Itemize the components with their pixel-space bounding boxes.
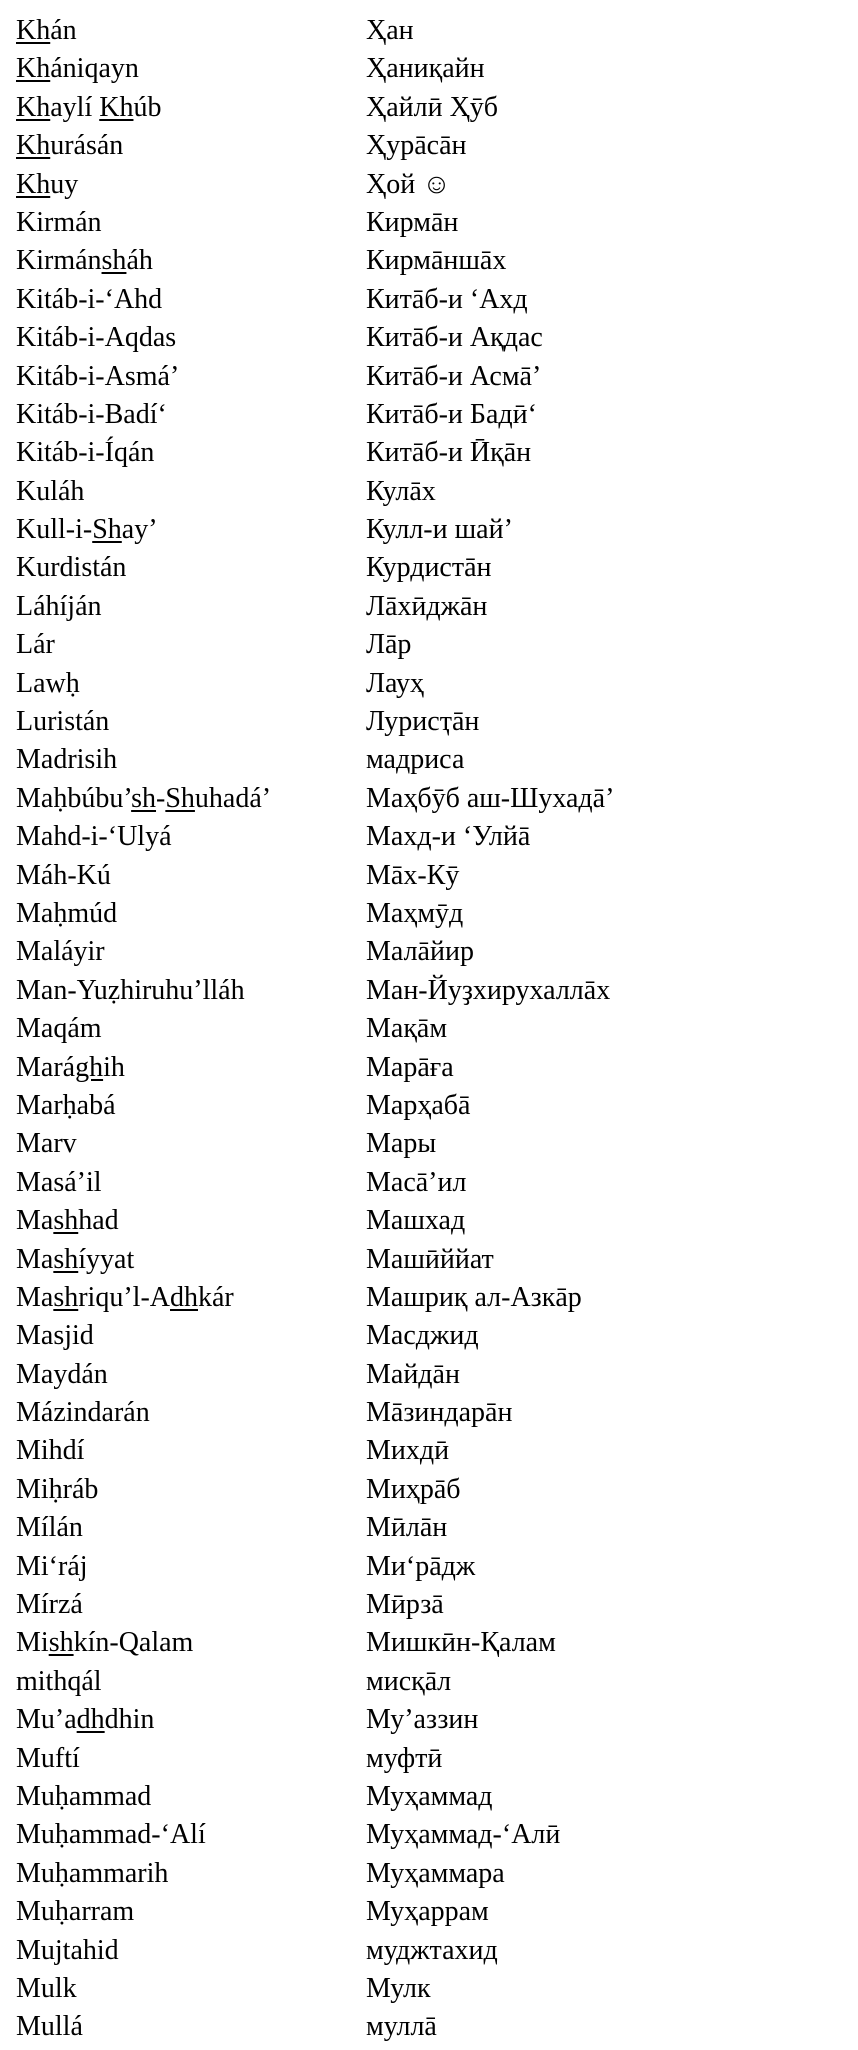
cyrillic-term: Кулл-и шай’ <box>366 514 513 546</box>
latin-term: Kull-i-Shay’ <box>16 514 158 546</box>
glossary-row <box>16 1471 836 1509</box>
latin-term: Man-Yuẓhiruhu’lláh <box>16 974 245 1006</box>
cyrillic-term: Маҳмӯд <box>366 897 464 929</box>
latin-term: Mi‘ráj <box>16 1550 88 1582</box>
latin-term: Kuláh <box>16 475 85 507</box>
glossary-row <box>16 358 836 396</box>
cyrillic-term: Китāб-и ‘Ахд <box>366 283 528 315</box>
glossary-row <box>16 166 836 204</box>
glossary-row <box>16 396 836 434</box>
cyrillic-term: Машриқ ал-Азкāр <box>366 1281 582 1313</box>
latin-term: Khurásán <box>16 130 124 162</box>
glossary-row <box>16 1279 836 1317</box>
latin-term: Mashriqu’l-Adhkár <box>16 1281 234 1313</box>
glossary-row <box>16 1816 836 1854</box>
cyrillic-term: Малāйир <box>366 936 474 968</box>
latin-term: Muftí <box>16 1742 80 1774</box>
latin-term: Láhíján <box>16 590 102 622</box>
glossary-row <box>16 511 836 549</box>
glossary-row <box>16 1432 836 1470</box>
latin-term: Marḥabá <box>16 1089 116 1121</box>
glossary-row <box>16 1125 836 1163</box>
cyrillic-term: Китāб-и Асмā’ <box>366 360 542 392</box>
cyrillic-term: Кирмāн <box>366 206 459 238</box>
glossary-row <box>16 1164 836 1202</box>
glossary-row <box>16 1241 836 1279</box>
latin-term: Mashíyyat <box>16 1243 135 1275</box>
latin-term: Mishkín-Qalam <box>16 1627 194 1659</box>
cyrillic-term: Ҳурāсāн <box>366 130 467 162</box>
latin-term: Maláyir <box>16 936 105 968</box>
latin-term: Kitáb-i-Íqán <box>16 437 155 469</box>
glossary-row <box>16 1893 836 1931</box>
cyrillic-term: Китāб-и Ақдас <box>366 322 543 354</box>
glossary-row <box>16 549 836 587</box>
latin-term: Kitáb-i-Aqdas <box>16 322 177 354</box>
latin-term: Muḥammad-‘Alí <box>16 1819 206 1851</box>
glossary-row <box>16 1740 836 1778</box>
latin-term: Masá’il <box>16 1166 102 1198</box>
cyrillic-term: Масджид <box>366 1320 479 1352</box>
cyrillic-term: Мишкӣн-Қалам <box>366 1627 556 1659</box>
cyrillic-term: Масā’ил <box>366 1166 467 1198</box>
latin-term: Marághih <box>16 1051 125 1083</box>
cyrillic-term: Ҳайлӣ Ҳӯб <box>366 91 499 123</box>
cyrillic-term: Ҳан <box>366 15 414 46</box>
glossary-row <box>16 1509 836 1547</box>
latin-term: Khuy <box>16 168 79 200</box>
cyrillic-term: Мӣлāн <box>366 1512 448 1544</box>
cyrillic-term: Му’аззин <box>366 1704 479 1736</box>
latin-term: Muḥammad <box>16 1780 152 1812</box>
glossary-row <box>16 473 836 511</box>
latin-term: Madrisih <box>16 744 118 776</box>
glossary-row <box>16 12 836 50</box>
cyrillic-term: Мāх-Кӯ <box>366 859 460 891</box>
cyrillic-term: Муҳаррам <box>366 1896 489 1928</box>
latin-term: Maydán <box>16 1358 108 1390</box>
latin-term: Mashhad <box>16 1205 119 1237</box>
glossary-row <box>16 127 836 165</box>
cyrillic-term: мадриса <box>366 744 465 776</box>
glossary-row <box>16 1932 836 1970</box>
glossary-row <box>16 204 836 242</box>
cyrillic-term: Маҳбӯб аш-Шухадā’ <box>366 782 615 814</box>
glossary-row <box>16 933 836 971</box>
latin-term: Kurdistán <box>16 552 127 584</box>
cyrillic-term: Ҳой ☺ <box>366 168 451 200</box>
cyrillic-term: Лāхӣджāн <box>366 590 488 622</box>
latin-term: Khániqayn <box>16 53 139 85</box>
cyrillic-term: Марҳабā <box>366 1089 471 1121</box>
latin-term: Mírzá <box>16 1589 83 1621</box>
glossary-row <box>16 1855 836 1893</box>
cyrillic-term: Мāзиндарāн <box>366 1397 513 1429</box>
cyrillic-term: Муҳаммад-‘Алӣ <box>366 1819 561 1851</box>
glossary-row <box>16 1624 836 1662</box>
latin-term: Maḥmúd <box>16 897 118 929</box>
latin-term: Mullá <box>16 2011 83 2043</box>
cyrillic-term: Курдистāн <box>366 552 492 584</box>
latin-term: Mujtahid <box>16 1934 119 1966</box>
glossary-row <box>16 818 836 856</box>
latin-term: Mázindarán <box>16 1397 150 1429</box>
transliteration-glossary <box>16 12 836 2047</box>
cyrillic-term: Марāға <box>366 1051 454 1083</box>
glossary-row <box>16 1586 836 1624</box>
glossary-row <box>16 1701 836 1739</box>
latin-term: Máh-Kú <box>16 859 111 891</box>
cyrillic-term: Китāб-и Бадӣ‘ <box>366 398 537 430</box>
glossary-row <box>16 242 836 280</box>
glossary-row <box>16 588 836 626</box>
latin-term: Kirmán <box>16 206 102 238</box>
glossary-row <box>16 1778 836 1816</box>
latin-term: Lár <box>16 629 55 661</box>
latin-term: Mílán <box>16 1512 83 1544</box>
latin-term: Luristán <box>16 706 110 738</box>
glossary-row <box>16 1663 836 1701</box>
glossary-row <box>16 626 836 664</box>
latin-term: Masjid <box>16 1320 94 1352</box>
cyrillic-term: Лāр <box>366 629 412 661</box>
latin-term: Maḥbúbu’sh-Shuhadá’ <box>16 782 272 814</box>
cyrillic-term: Ҳаниқайн <box>366 53 485 85</box>
glossary-row <box>16 1317 836 1355</box>
cyrillic-term: Ман-Йуҙхирухаллāх <box>366 974 611 1006</box>
cyrillic-term: Майдāн <box>366 1358 460 1390</box>
glossary-row <box>16 780 836 818</box>
latin-term: Muḥarram <box>16 1896 135 1928</box>
glossary-row <box>16 741 836 779</box>
glossary-row <box>16 972 836 1010</box>
latin-term: Muḥammarih <box>16 1857 169 1889</box>
cyrillic-term: Лауҳ <box>366 667 424 699</box>
latin-term: Kitáb-i-‘Ahd <box>16 283 163 315</box>
cyrillic-term: Мақāм <box>366 1013 448 1045</box>
cyrillic-term: Муҳаммара <box>366 1857 505 1889</box>
cyrillic-term: Мулк <box>366 1972 431 2004</box>
cyrillic-term: Кулāх <box>366 475 436 507</box>
latin-term: Mu’adhdhin <box>16 1704 155 1736</box>
cyrillic-term: Мары <box>366 1128 437 1160</box>
cyrillic-term: Машӣййат <box>366 1243 494 1275</box>
glossary-row <box>16 1202 836 1240</box>
latin-term: Marv <box>16 1128 77 1160</box>
latin-term: Kitáb-i-Badí‘ <box>16 398 167 430</box>
latin-term: Miḥráb <box>16 1473 99 1505</box>
latin-term: Mihdí <box>16 1435 85 1467</box>
glossary-row <box>16 1087 836 1125</box>
glossary-row <box>16 665 836 703</box>
glossary-row <box>16 89 836 127</box>
glossary-row <box>16 319 836 357</box>
glossary-row <box>16 1394 836 1432</box>
latin-term: Kirmánsháh <box>16 245 153 277</box>
glossary-row <box>16 2008 836 2046</box>
latin-term: Khán <box>16 15 77 46</box>
latin-term: Mulk <box>16 1972 77 2004</box>
cyrillic-term: Лурисҭāн <box>366 706 480 738</box>
cyrillic-term: Кирмāншāх <box>366 245 507 277</box>
glossary-row <box>16 50 836 88</box>
latin-term: Khaylí Khúb <box>16 91 162 123</box>
glossary-row <box>16 434 836 472</box>
cyrillic-term: Машхад <box>366 1205 466 1237</box>
cyrillic-term: муджтахид <box>366 1934 498 1966</box>
glossary-row <box>16 1548 836 1586</box>
glossary-row <box>16 1356 836 1394</box>
cyrillic-term: Мӣрзā <box>366 1589 444 1621</box>
cyrillic-term: муфтӣ <box>366 1742 443 1774</box>
latin-term: Mahd-i-‘Ulyá <box>16 821 172 853</box>
glossary-row <box>16 1010 836 1048</box>
cyrillic-term: Ми‘рāдж <box>366 1550 476 1582</box>
latin-term: Maqám <box>16 1013 102 1045</box>
latin-term: mithqál <box>16 1665 102 1697</box>
cyrillic-term: Китāб-и Ӣқāн <box>366 437 532 469</box>
cyrillic-term: Михдӣ <box>366 1435 450 1467</box>
glossary-row <box>16 857 836 895</box>
cyrillic-term: муллā <box>366 2011 437 2043</box>
cyrillic-term: Миҳрāб <box>366 1473 461 1505</box>
cyrillic-term: Муҳаммад <box>366 1780 493 1812</box>
glossary-row <box>16 703 836 741</box>
glossary-row <box>16 281 836 319</box>
glossary-row <box>16 1970 836 2008</box>
latin-term: Kitáb-i-Asmá’ <box>16 360 180 392</box>
cyrillic-term: Махд-и ‘Улйā <box>366 821 531 853</box>
glossary-row <box>16 895 836 933</box>
latin-term: Lawḥ <box>16 667 80 699</box>
cyrillic-term: мисқāл <box>366 1665 452 1697</box>
glossary-row <box>16 1049 836 1087</box>
